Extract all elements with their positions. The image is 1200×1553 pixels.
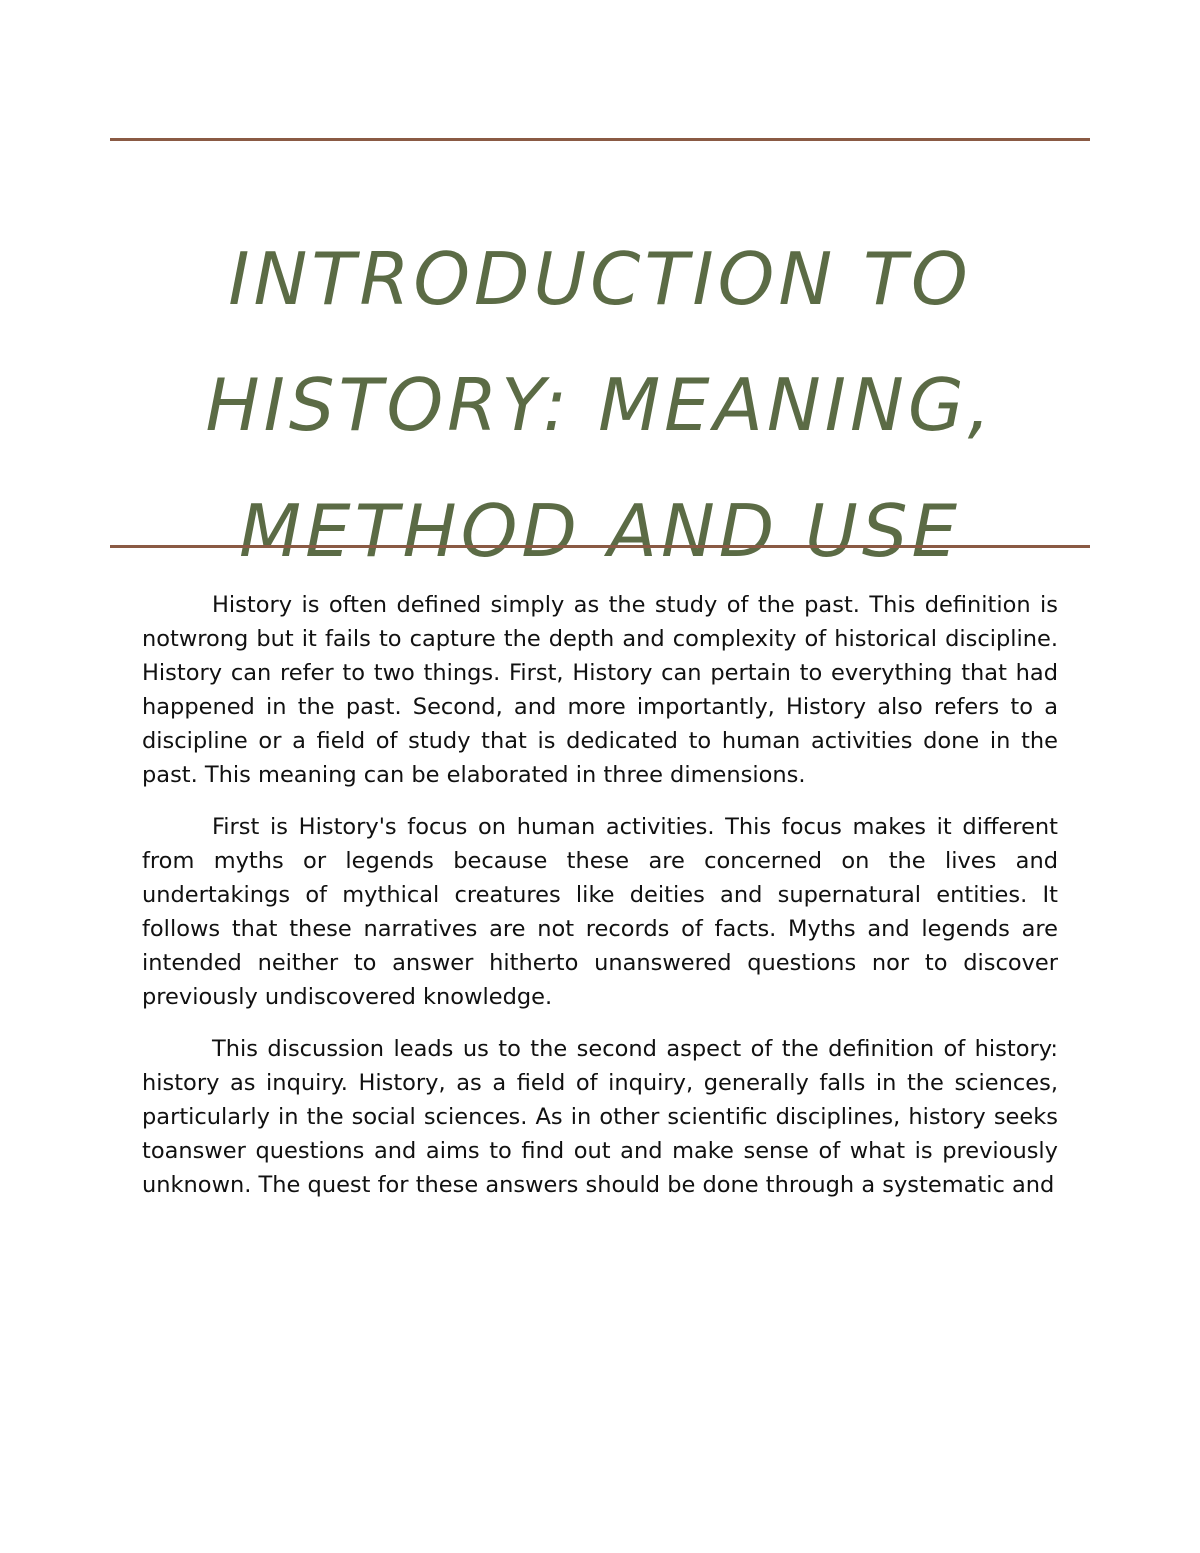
title-line: HISTORY: MEANING, — [205, 363, 995, 448]
paragraph: This discussion leads us to the second aspect of the definition of history: history as inquiry. History, as a field of inquiry, generally falls in the sciences, particularly in the social sciences. As in other scientific disciplines, history seeks toanswer questions and aims to find out and make sense of what is previously unknown. The quest for these answers should be done through a systematic and — [142, 1036, 1058, 1198]
body-text — [142, 588, 1058, 1220]
paragraph: History is often defined simply as the study of the past. This definition is notwrong but it fails to capture the depth and complexity of historical discipline. History can refer to two things. First, History can pertain to everything that had happened in the past. Second, and more importantly, History also refers to a discipline or a field of study that is dedicated to human activities done in the past. This meaning can be elaborated in three dimensions. — [142, 592, 1058, 788]
title-line: METHOD AND USE — [238, 489, 962, 574]
bottom-divider — [110, 545, 1090, 548]
title-line: INTRODUCTION TO — [228, 237, 972, 322]
page-title — [110, 216, 1090, 594]
top-divider — [110, 138, 1090, 141]
paragraph: First is History's focus on human activities. This focus makes it different from myths or legends because these are concerned on the lives and undertakings of mythical creatures like deities and supernatural entities. It follows that these narratives are not records of facts. Myths and legends are intended neither to answer hitherto unanswered questions nor to discover previously undiscovered knowledge. — [142, 814, 1058, 1010]
